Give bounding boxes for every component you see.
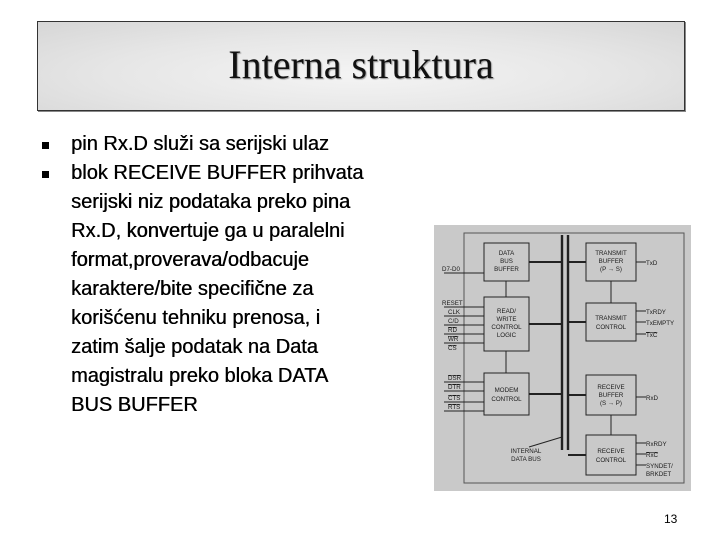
rw-control-label-1: READ/ <box>497 308 516 315</box>
pin-txc: TxC <box>646 332 658 339</box>
bullet-item <box>40 130 370 159</box>
modem-control-label-1: MODEM <box>494 387 519 394</box>
modem-control-label-2: CONTROL <box>491 396 522 403</box>
transmit-buffer-label-1: TRANSMIT <box>595 250 627 257</box>
pin-rxc: RxC <box>646 452 659 459</box>
receive-control-label-1: RECEIVE <box>597 448 625 455</box>
title-box <box>37 21 685 111</box>
receive-buffer-label-1: RECEIVE <box>597 384 625 391</box>
slide-title: Interna struktura <box>228 41 494 87</box>
transmit-control-label-2: CONTROL <box>595 324 627 331</box>
modem-control-block <box>484 373 529 415</box>
pin-dtr: DTR <box>448 384 461 391</box>
internal-bus-label-2: DATA BUS <box>511 456 541 463</box>
rw-control-label-2: WRITE <box>496 316 517 323</box>
pin-txrdy: TxRDY <box>646 309 666 316</box>
pin-rd: RD <box>448 327 457 334</box>
pin-syndet: SYNDET/ <box>646 463 673 470</box>
receive-control-block <box>586 435 636 475</box>
transmit-control-label-1: TRANSMIT <box>595 315 627 322</box>
pin-txd: TxD <box>646 260 658 267</box>
bullet-text: blok RECEIVE BUFFER prihvata serijski niz podataka preko pina Rx.D, konvertuje ga u paralelni format,proverava/odbacuje karaktere/bite specifične za korišćenu tehniku prenosa, i zatim šalje podatak na Data magistralu preko bloka DATA BUS BUFFER <box>71 162 364 416</box>
pin-rts: RTS <box>448 404 461 411</box>
pin-clk: CLK <box>448 309 461 316</box>
data-bus-buffer-label: DATA <box>498 250 515 257</box>
pin-dsr: DSR <box>448 375 462 382</box>
pin-rxrdy: RxRDY <box>646 441 667 448</box>
page-number: 13 <box>664 512 678 526</box>
data-bus-buffer-label-3: BUFFER <box>494 266 519 273</box>
transmit-buffer-label-3: (P → S) <box>600 266 622 273</box>
square-bullet-icon <box>42 142 49 149</box>
pin-reset: RESET <box>442 300 463 307</box>
receive-buffer-label-3: (S → P) <box>599 400 623 407</box>
square-bullet-icon <box>42 171 49 178</box>
internal-bus-label-1: INTERNAL <box>510 448 542 455</box>
pin-txempty: TxEMPTY <box>646 320 675 327</box>
pin-wr: WR <box>448 336 459 343</box>
receive-control-label-2: CONTROL <box>595 457 627 464</box>
pin-brkdet: BRKDET <box>646 471 672 478</box>
pin-rxd: RxD <box>646 395 659 402</box>
transmit-buffer-label-2: BUFFER <box>598 258 624 265</box>
bullet-item <box>40 159 370 420</box>
rw-control-label-3: CONTROL <box>491 324 522 331</box>
usart-block-diagram <box>434 225 691 491</box>
receive-buffer-label-2: BUFFER <box>598 392 624 399</box>
bullet-list <box>40 130 370 420</box>
pin-cts: CTS <box>448 395 461 402</box>
bullet-text: pin Rx.D služi sa serijski ulaz <box>71 133 329 155</box>
rw-control-label-4: LOGIC <box>496 332 517 339</box>
pin-cs: CS <box>448 345 457 352</box>
data-bus-buffer-label-2: BUS <box>500 258 513 265</box>
transmit-control-block <box>586 303 636 341</box>
pin-d7-d0: D7-D0 <box>442 266 460 273</box>
pin-cd: C/D <box>448 318 459 325</box>
